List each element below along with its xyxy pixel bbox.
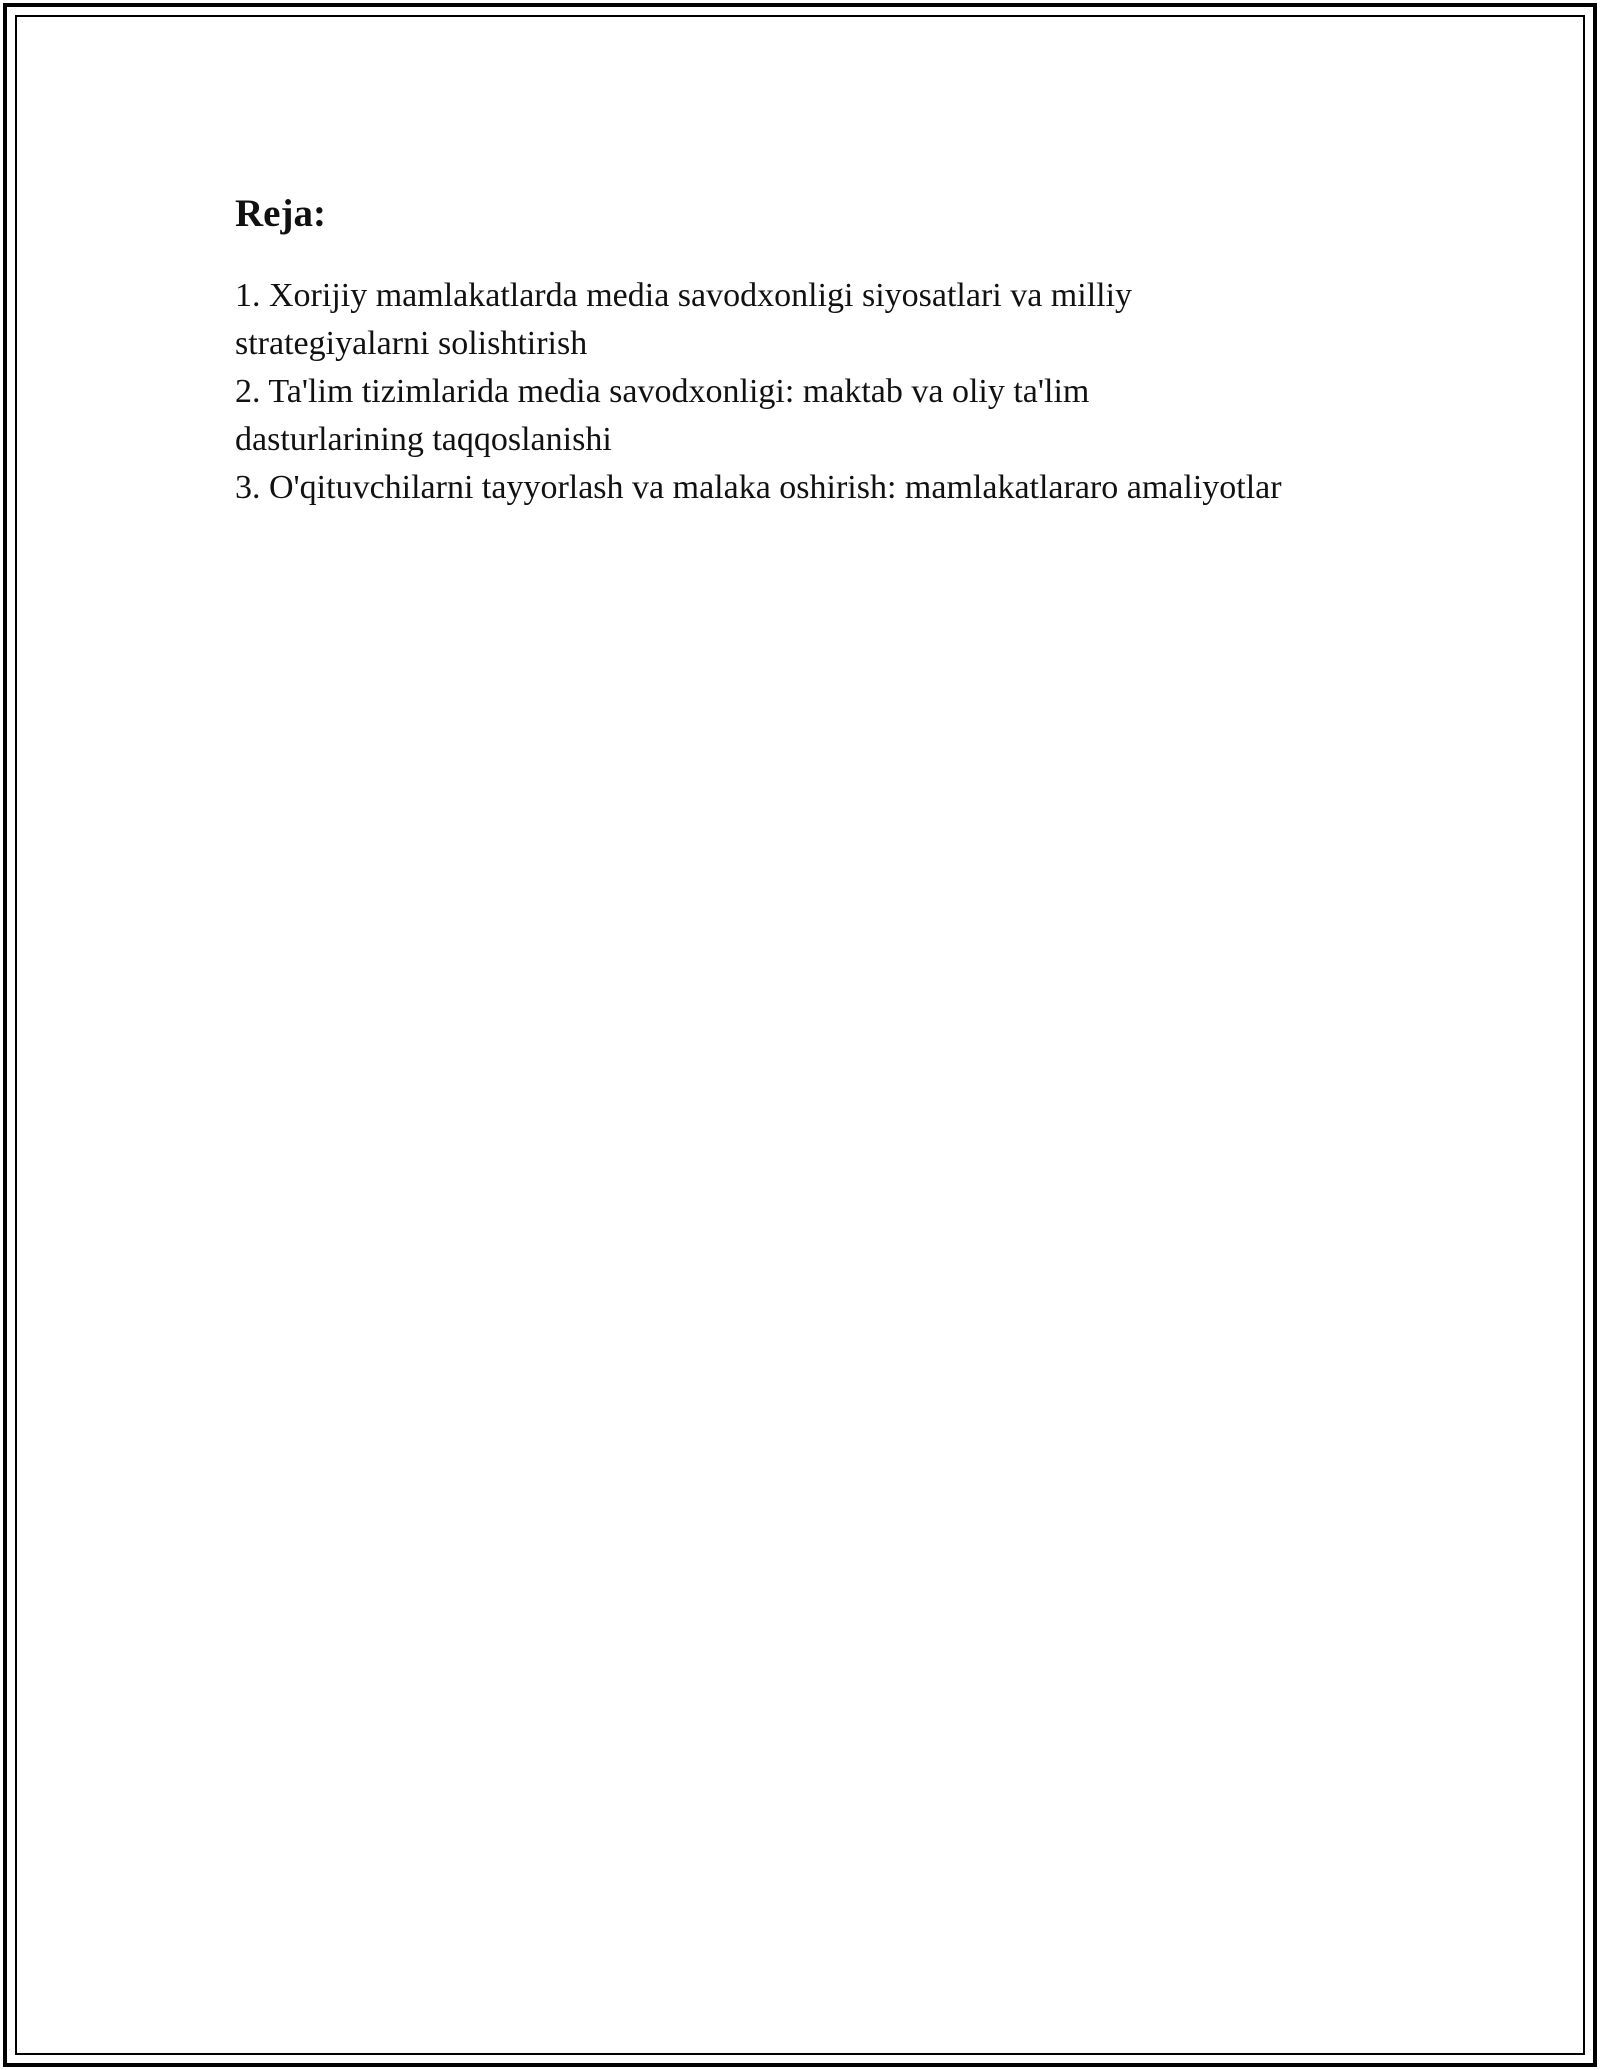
plan-line-1: 1. Xorijiy mamlakatlarda media savodxonligi siyosatlari va milliy	[235, 277, 1133, 314]
plan-line-3: 2. Ta'lim tizimlarida media savodxonligi: maktab va oliy ta'lim	[235, 373, 1090, 410]
page-title: Reja:	[235, 192, 326, 235]
document-body	[235, 188, 1435, 512]
plan-line-2: strategiyalarni solishtirish	[235, 325, 588, 362]
plan-list	[235, 272, 1435, 512]
plan-line-4: dasturlarining taqqoslanishi	[235, 421, 612, 458]
plan-line-5: 3. O'qituvchilarni tayyorlash va malaka oshirish: mamlakatlararo amaliyotlar	[235, 469, 1282, 506]
